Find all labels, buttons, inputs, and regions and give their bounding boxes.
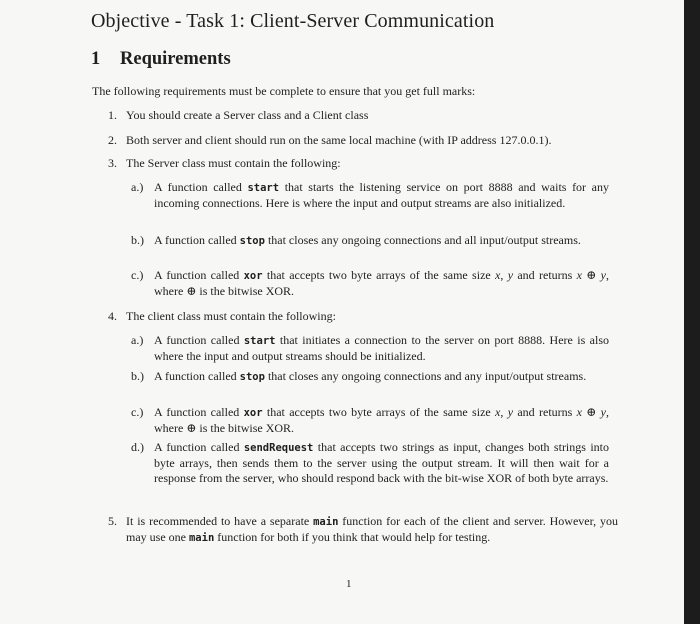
list-marker: 2. <box>108 133 117 147</box>
section-number: 1 <box>91 49 101 69</box>
math-variable: y <box>507 405 514 419</box>
code-identifier: stop <box>239 371 265 383</box>
code-identifier: main <box>188 532 215 544</box>
list-marker: 5. <box>108 514 117 528</box>
sublist-marker: a.) <box>131 180 144 194</box>
client-subitem-xor <box>131 405 611 435</box>
code-identifier: xor <box>243 270 263 282</box>
list-marker: 3. <box>108 156 117 170</box>
math-variable: y <box>507 268 514 282</box>
list-item-text: You should create a Server class and a Client class <box>126 108 369 122</box>
server-subitem-xor <box>131 268 611 298</box>
sublist-item-text: A function called start that initiates a connection to the server on port 8888. Here is also where the input and output streams should be initialized. <box>154 333 609 363</box>
math-variable: x <box>495 268 501 282</box>
math-variable: x <box>495 405 501 419</box>
server-subitem-start <box>131 180 611 226</box>
list-item-5 <box>108 514 628 560</box>
code-identifier: start <box>243 335 276 347</box>
code-identifier: xor <box>243 407 263 419</box>
sublist-item-text: A function called xor that accepts two byte arrays of the same size x, y and returns x ⊕ y, where ⊕ is the bitwise XOR. <box>154 268 610 298</box>
server-subitem-stop <box>131 233 611 263</box>
list-item-text: Both server and client should run on the same local machine (with IP address 127.0.0.1). <box>126 133 552 147</box>
code-identifier: start <box>247 182 280 194</box>
client-subitem-sendrequest <box>131 440 611 502</box>
list-marker: 1. <box>108 108 117 122</box>
sublist-marker: d.) <box>131 440 144 454</box>
list-item-2 <box>108 133 628 148</box>
code-identifier: main <box>313 516 339 528</box>
sublist-item-text: A function called stop that closes any ongoing connections and any input/output streams. <box>154 369 587 383</box>
code-identifier: sendRequest <box>243 442 314 454</box>
list-item-4 <box>108 309 628 324</box>
sublist-marker: c.) <box>131 405 144 419</box>
list-item-3 <box>108 156 628 171</box>
sublist-marker: b.) <box>131 233 144 247</box>
list-item-1 <box>108 108 628 123</box>
client-subitem-stop <box>131 369 611 399</box>
sublist-item-text: A function called sendRequest that accepts two strings as input, changes both strings into byte arrays, then sends them to the server using the output stream. It will then wait for a response from the server, who should respond back with the bit-wise XOR of both byte arrays. <box>154 440 610 485</box>
page-number: 1 <box>346 578 352 590</box>
list-marker: 4. <box>108 309 117 323</box>
sublist-item-text: A function called xor that accepts two byte arrays of the same size x, y and returns x ⊕ y, where ⊕ is the bitwise XOR. <box>154 405 610 435</box>
code-identifier: stop <box>239 235 265 247</box>
list-item-text: The client class must contain the following: <box>126 309 336 323</box>
sublist-marker: b.) <box>131 369 144 383</box>
list-item-text: It is recommended to have a separate main function for each of the client and server. However, you may use one main function for both if you think that would help for testing. <box>126 514 618 544</box>
sublist-marker: c.) <box>131 268 144 282</box>
section-heading <box>91 49 231 70</box>
section-title: Requirements <box>120 49 231 69</box>
intro-paragraph: The following requirements must be complete to ensure that you get full marks: <box>92 84 476 98</box>
sublist-marker: a.) <box>131 333 144 347</box>
math-expression: x ⊕ y <box>576 268 607 282</box>
sublist-item-text: A function called start that starts the listening service on port 8888 and waits for any incoming connections. Here is where the input and output streams are also initialized. <box>154 180 609 210</box>
client-subitem-start <box>131 333 611 363</box>
list-item-text: The Server class must contain the following: <box>126 156 341 170</box>
math-expression: x ⊕ y <box>576 405 607 419</box>
page-title: Objective - Task 1: Client-Server Communication <box>91 10 495 32</box>
sublist-item-text: A function called stop that closes any ongoing connections and all input/output streams. <box>154 233 581 247</box>
